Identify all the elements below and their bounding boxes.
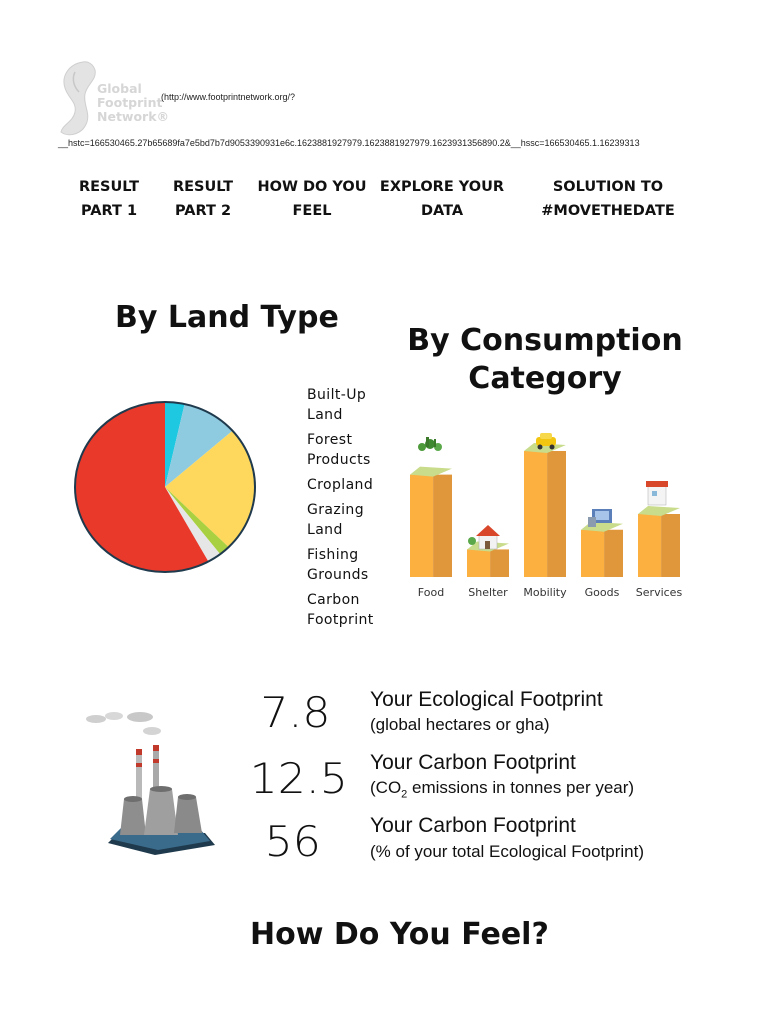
- logo-link-url[interactable]: (http://www.footprintnetwork.org/?: [161, 92, 296, 102]
- bar-side-mobility: [547, 451, 566, 577]
- carbon-footprint-percent-value: 56: [264, 817, 321, 866]
- factory-icon: [80, 705, 230, 855]
- footprint-network-logo[interactable]: [55, 58, 170, 138]
- carbon-footprint-percent-title: Your Carbon Footprint: [370, 814, 576, 837]
- plants-icon: [418, 437, 442, 451]
- bar-food: [410, 475, 433, 577]
- carbon-footprint-value: 12.5: [249, 754, 348, 803]
- bar-label-services: Services: [635, 586, 683, 599]
- nav-solution-move-the-date[interactable]: SOLUTION TO #MOVETHEDATE: [541, 179, 675, 219]
- nav-explore-your-data[interactable]: EXPLORE YOUR DATA: [379, 179, 505, 219]
- ecological-footprint-value: 7.8: [260, 688, 331, 737]
- consumption-category-heading: By Consumption Category: [407, 323, 683, 396]
- bar-side-shelter: [490, 549, 509, 577]
- carbon-footprint-title: Your Carbon Footprint: [370, 751, 576, 774]
- bar-side-food: [433, 475, 452, 577]
- next-section-heading: How Do You Feel?: [250, 917, 549, 952]
- bar-shelter: [467, 549, 490, 577]
- bar-mobility: [524, 451, 547, 577]
- bar-label-mobility: Mobility: [523, 586, 567, 599]
- logo-wordmark: Global Footprint Network®: [97, 81, 170, 124]
- nav-bar: [0, 175, 768, 225]
- land-type-legend: [307, 385, 397, 635]
- storefront-icon: [646, 481, 668, 505]
- bar-side-services: [661, 514, 680, 577]
- nav-result-part-2[interactable]: RESULT PART 2: [172, 179, 234, 219]
- carbon-footprint-percent-subtitle: (% of your total Ecological Footprint): [370, 842, 645, 861]
- land-type-pie-chart: [72, 399, 258, 575]
- nav-how-do-you-feel[interactable]: HOW DO YOU FEEL: [257, 179, 367, 219]
- bar-label-shelter: Shelter: [468, 586, 508, 599]
- bar-label-food: Food: [417, 586, 445, 599]
- land-type-heading: By Land Type: [115, 300, 339, 335]
- legend-item-fishing-grounds: Fishing Grounds: [307, 547, 369, 583]
- bar-services: [638, 514, 661, 577]
- legend-item-built-up-land: Built-Up Land: [307, 387, 367, 423]
- ecological-footprint-title: Your Ecological Footprint: [370, 688, 603, 711]
- logo-link-url-continued[interactable]: __hstc=166530465.27b65689fa7e5bd7b7d9053390931e6c.1623881927979.1623881927979.1623931356890.2&__hssc=166530465.1.16239313: [58, 138, 640, 148]
- bar-side-goods: [604, 530, 623, 577]
- consumption-bar-chart: [400, 425, 690, 605]
- bar-goods: [581, 530, 604, 577]
- legend-item-grazing-land: Grazing Land: [307, 502, 364, 538]
- bar-label-goods: Goods: [584, 586, 620, 599]
- legend-item-carbon-footprint: Carbon Footprint: [307, 592, 374, 628]
- legend-item-forest-products: Forest Products: [307, 432, 371, 468]
- carbon-footprint-subtitle: ($CO_2$ emissions in tonnes per year): [370, 778, 635, 801]
- legend-item-cropland: Cropland: [307, 477, 374, 493]
- nav-result-part-1[interactable]: RESULT PART 1: [78, 179, 140, 219]
- ecological-footprint-subtitle: (global hectares or gha): [370, 715, 550, 734]
